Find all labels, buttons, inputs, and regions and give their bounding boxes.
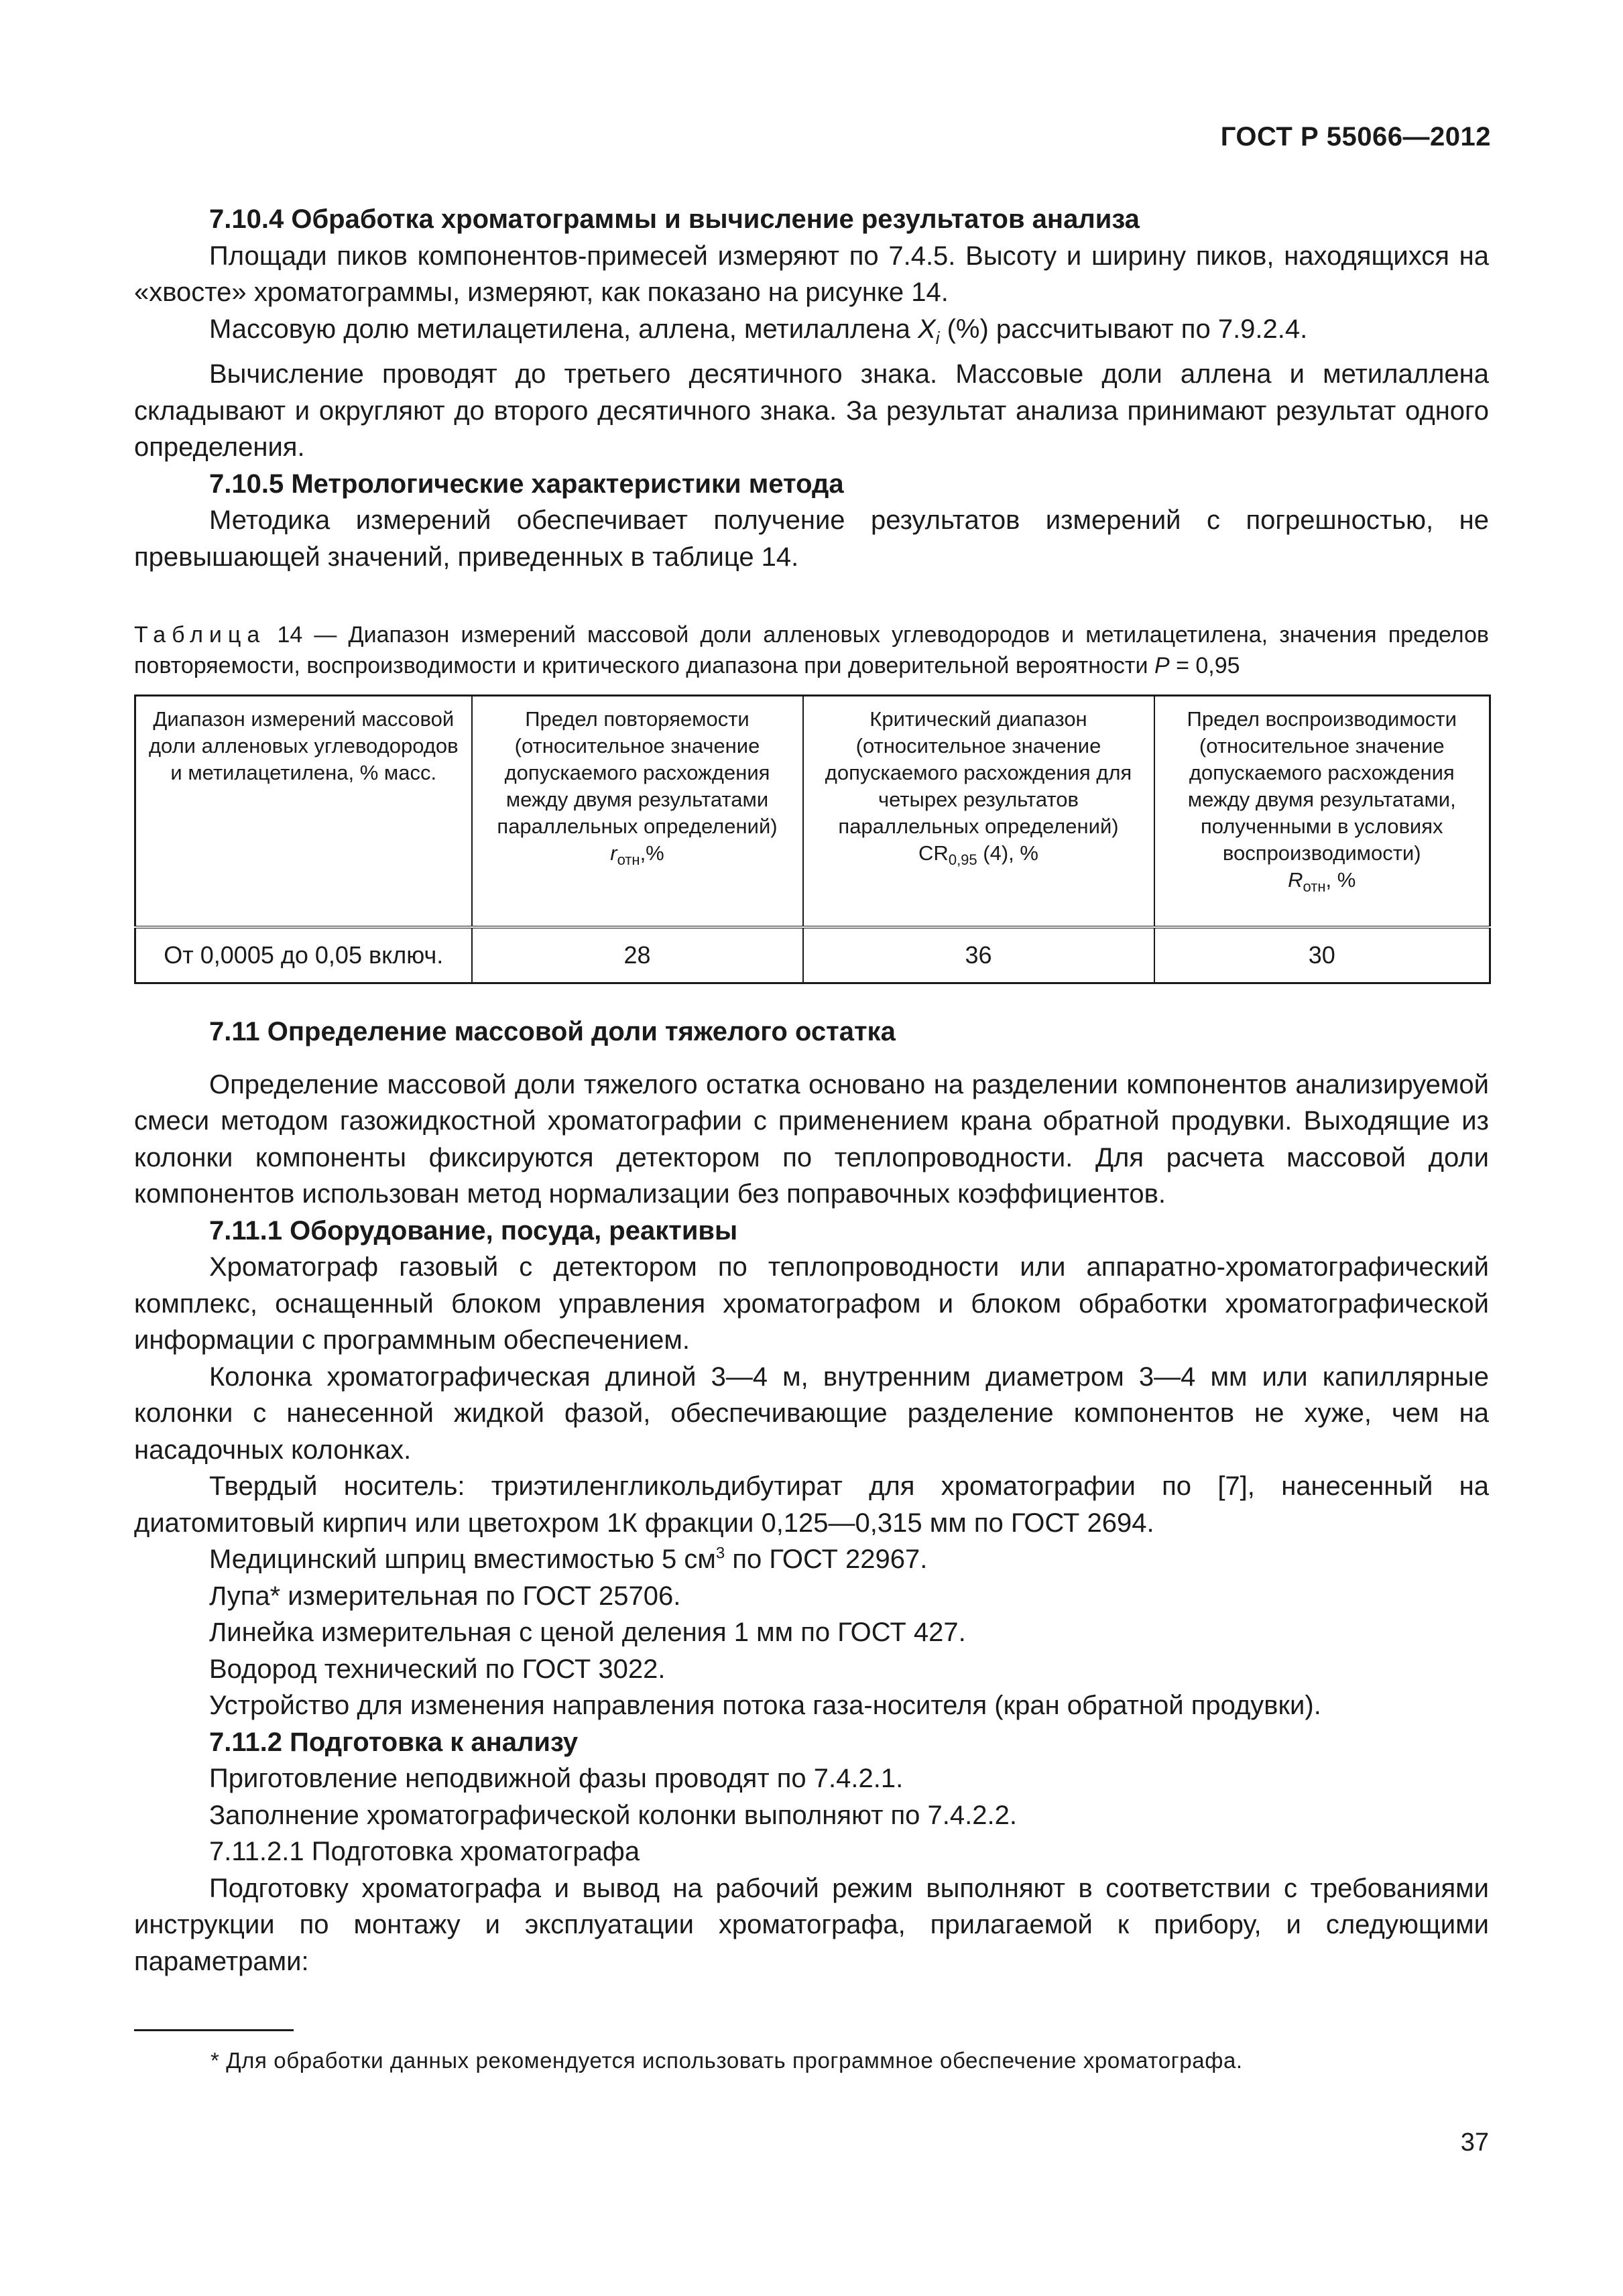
paragraph: Твердый носитель: триэтиленгликольдибутират для хроматографии по [7], нанесенный на диатомитовый кирпич или цветохром 1К фракции 0,125—0,315 мм по ГОСТ 2694. xyxy=(134,1471,1489,1538)
document-code: ГОСТ Р 55066—2012 xyxy=(1220,122,1491,152)
table-caption: Таблица 14 — Диапазон измерений массовой доли алленовых углеводородов и метилацетилена, значения пределов повторяемости, воспроизводимости и критического диапазона при доверительной вероятности P = 0,95 xyxy=(134,622,1489,678)
footnote: * Для обработки данных рекомендуется использовать программное обеспечение хроматографа. xyxy=(211,2048,1243,2073)
paragraph: Подготовку хроматографа и вывод на рабочий режим выполняют в соответствии с требованиями инструкции по монтажу и эксплуатации хроматографа, прилагаемой к прибору, и следующими параметрами: xyxy=(134,1873,1489,1976)
section-heading-7-11: 7.11 Определение массовой доли тяжелого остатка xyxy=(209,1017,896,1047)
paragraph: Заполнение хроматографической колонки выполняют по 7.4.2.2. xyxy=(209,1800,1017,1830)
page-number: 37 xyxy=(1460,2128,1489,2157)
table-14 xyxy=(134,694,1491,984)
paragraph: Медицинский шприц вместимостью 5 $см^3$ по ГОСТ 22967. xyxy=(209,1544,928,1575)
table-cell: 36 xyxy=(803,927,1154,983)
table-cell: 28 xyxy=(472,927,803,983)
table-header-row xyxy=(135,696,1490,928)
paragraph: Хроматограф газовый с детектором по теплопроводности или аппаратно-хроматографический комплекс, оснащенный блоком управления хроматографом и блоком обработки хроматографической информации с программным обеспечением. xyxy=(134,1252,1489,1355)
paragraph: Колонка хроматографическая длиной 3—4 м, внутренним диаметром 3—4 мм или капиллярные колонки с нанесенной жидкой фазой, обеспечивающие разделение компонентов не хуже, чем на насадочных колонках. xyxy=(134,1362,1489,1465)
column-header-repeatability: Предел повторяемости (относительное значение допускаемого расхождения между двумя результатами параллельных определений) $r_{отн},\%$ xyxy=(472,696,803,928)
column-header-reproducibility: Предел воспроизводимости (относительное значение допускаемого расхождения между двумя результатами, полученными в условиях воспроизводимости) $R_{отн}$, % xyxy=(1154,696,1490,928)
paragraph: Вычисление проводят до третьего десятичного знака. Массовые доли аллена и метилаллена складывают и округляют до второго десятичного знака. За результат анализа принимают результат одного определения. xyxy=(134,359,1489,462)
section-heading-7-10-5: 7.10.5 Метрологические характеристики метода xyxy=(209,469,844,499)
page-content xyxy=(134,201,1489,1980)
section-heading-7-10-4: 7.10.4 Обработка хроматограммы и вычисление результатов анализа xyxy=(209,204,1140,234)
subsection-title-7-11-2-1: 7.11.2.1 Подготовка хроматографа xyxy=(209,1837,640,1867)
paragraph: Методика измерений обеспечивает получение результатов измерений с погрешностью, не превышающей значений, приведенных в таблице 14. xyxy=(134,505,1489,572)
paragraph: Площади пиков компонентов-примесей измеряют по 7.4.5. Высоту и ширину пиков, находящихся на «хвосте» хроматограммы, измеряют, как показано на рисунке 14. xyxy=(134,241,1489,307)
paragraph: Водород технический по ГОСТ 3022. xyxy=(209,1654,666,1684)
paragraph: Устройство для изменения направления потока газа-носителя (кран обратной продувки). xyxy=(209,1691,1321,1721)
paragraph: Массовую долю метилацетилена, аллена, метилаллена $X_i$ (%) рассчитывают по 7.9.2.4. xyxy=(209,314,1308,348)
paragraph: Определение массовой доли тяжелого остатка основано на разделении компонентов анализируемой смеси методом газожидкостной хроматографии с применением крана обратной продувки. Выходящие из колонки компоненты фиксируются детектором по теплопроводности. Для расчета массовой доли компонентов использован метод нормализации без поправочных коэффициентов. xyxy=(134,1069,1489,1209)
paragraph: Лупа* измерительная по ГОСТ 25706. xyxy=(209,1581,681,1611)
footnote-divider xyxy=(134,2029,294,2031)
section-heading-7-11-1: 7.11.1 Оборудование, посуда, реактивы xyxy=(209,1215,738,1246)
section-heading-7-11-2: 7.11.2 Подготовка к анализу xyxy=(209,1727,579,1757)
paragraph: Линейка измерительная с ценой деления 1 мм по ГОСТ 427. xyxy=(209,1618,966,1648)
table-cell: От 0,0005 до 0,05 включ. xyxy=(135,927,472,983)
column-header-critical-range: Критический диапазон (относительное значение допускаемого расхождения для четырех результатов параллельных определений) $CR_{0,95}$ (4), % xyxy=(803,696,1154,928)
table-cell: 30 xyxy=(1154,927,1490,983)
paragraph: Приготовление неподвижной фазы проводят по 7.4.2.1. xyxy=(209,1764,904,1794)
table-row xyxy=(135,927,1490,983)
column-header-range: Диапазон измерений массовой доли алленовых углеводородов и метилацетилена, % масс. xyxy=(135,696,472,928)
